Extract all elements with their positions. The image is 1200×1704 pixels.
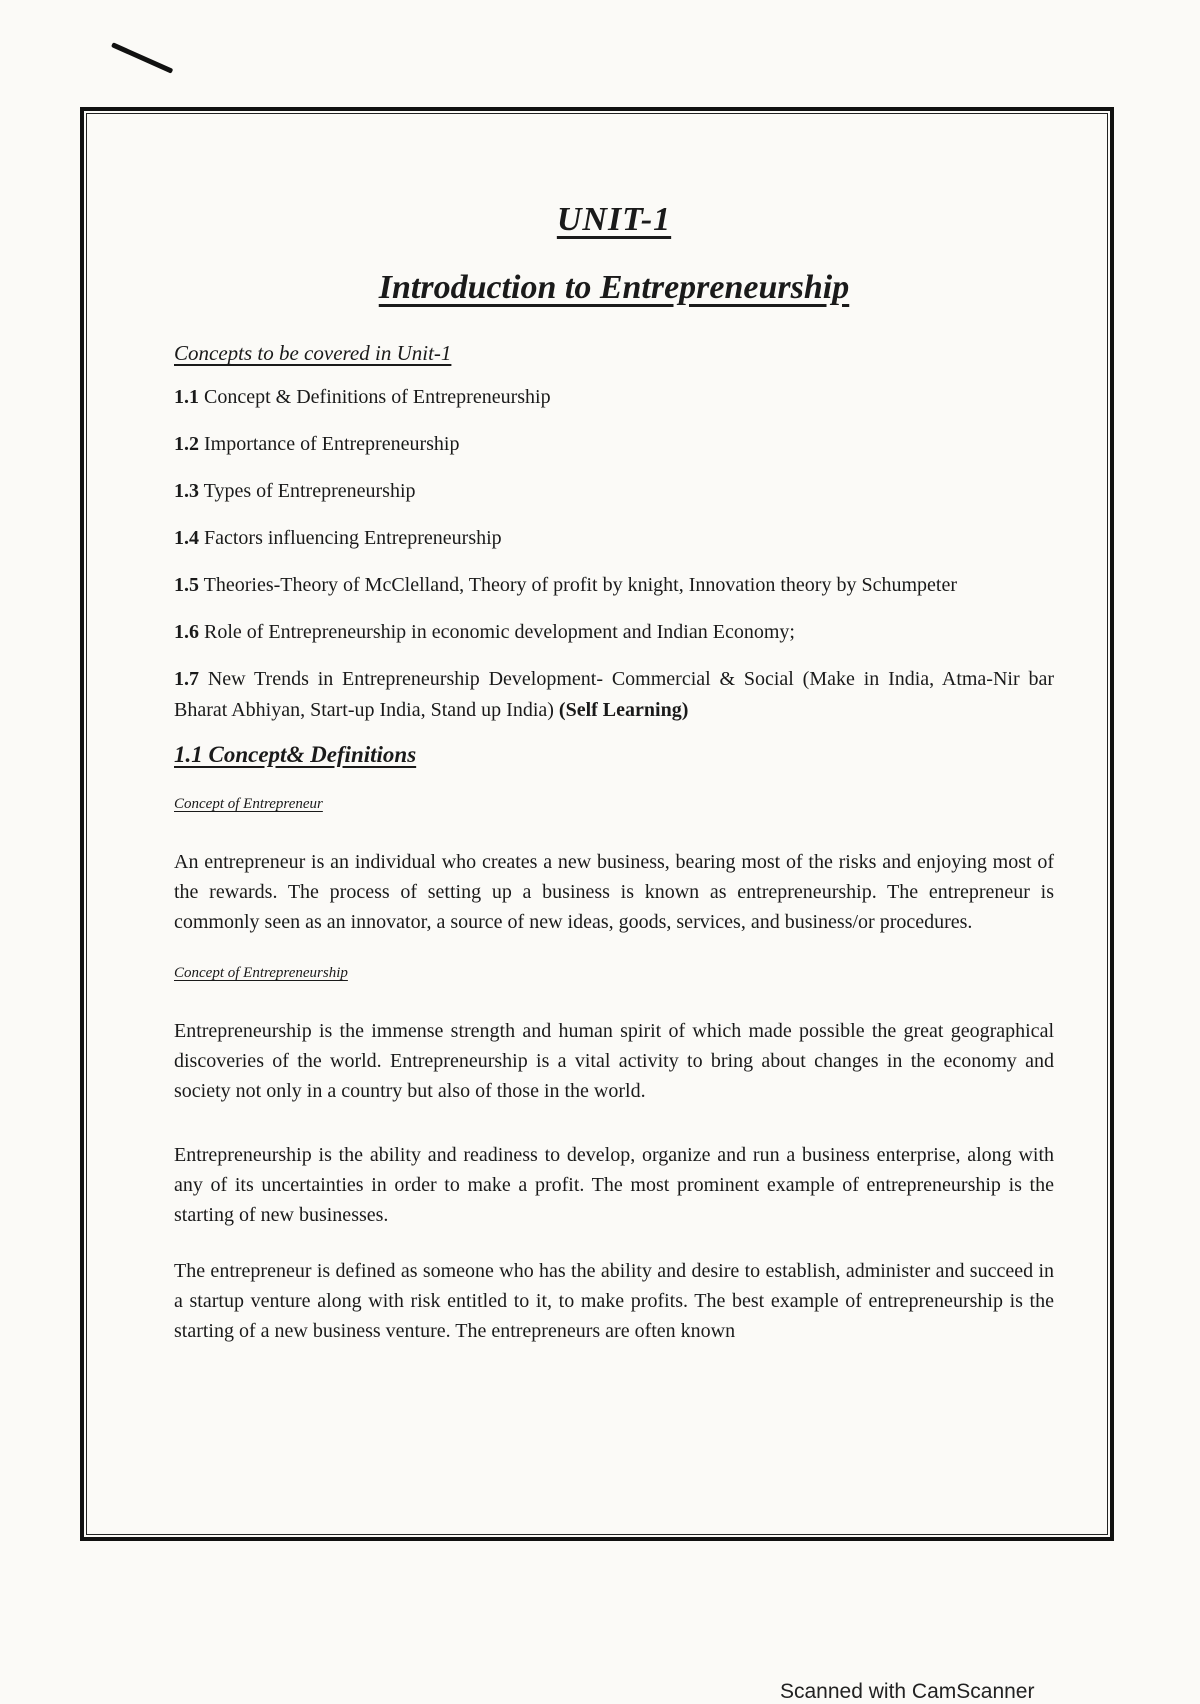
topic-item: 1.3 Types of Entrepreneurship (174, 480, 416, 502)
topic-list (174, 382, 1054, 726)
page-border-frame (80, 107, 1114, 1541)
document-content (174, 201, 1054, 1346)
topic-item: 1.4 Factors influencing Entrepreneurship (174, 527, 502, 549)
unit-title: UNIT-1 (556, 201, 672, 238)
sub-heading-entrepreneurship: Concept of Entrepreneurship (174, 965, 348, 981)
paragraph: Entrepreneurship is the immense strength and human spirit of which made possible the great geographical discoveries of the world. Entrepreneurship is a vital activity to bring about changes in the economy and society not only in a country but also of those in the world. (174, 1020, 1054, 1102)
paragraph-entrepreneur: An entrepreneur is an individual who creates a new business, bearing most of the risks and enjoying most of the rewards. The process of setting up a business is known as entrepreneurship. The entrepreneur is commonly seen as an innovator, a source of new ideas, goods, services, and business/or procedures. (174, 851, 1054, 933)
topic-item: 1.1 Concept & Definitions of Entrepreneurship (174, 386, 551, 408)
topic-item: 1.2 Importance of Entrepreneurship (174, 433, 460, 455)
scan-pen-mark (111, 42, 173, 73)
concepts-heading: Concepts to be covered in Unit-1 (174, 341, 452, 365)
scanner-watermark: Scanned with CamScanner (780, 1680, 1035, 1703)
sub-heading-entrepreneur: Concept of Entrepreneur (174, 796, 323, 812)
paragraph: The entrepreneur is defined as someone who has the ability and desire to establish, administer and succeed in a startup venture along with risk entitled to it, to make profits. The best example of entrepreneurship is the starting of a new business venture. The entrepreneurs are often known (174, 1260, 1054, 1342)
topic-item: 1.5 Theories-Theory of McClelland, Theory of profit by knight, Innovation theory by Schumpeter (174, 574, 957, 596)
main-title: Introduction to Entrepreneurship (378, 269, 850, 306)
topic-item: 1.7 New Trends in Entrepreneurship Development- Commercial & Social (Make in India, Atma-Nir bar Bharat Abhiyan, Start-up India, Stand up India) (Self Learning) (174, 668, 1054, 721)
paragraph: Entrepreneurship is the ability and readiness to develop, organize and run a business enterprise, along with any of its uncertainties in order to make a profit. The most prominent example of entrepreneurship is the starting of new businesses. (174, 1144, 1054, 1226)
section-heading: 1.1 Concept& Definitions (174, 742, 417, 767)
topic-item: 1.6 Role of Entrepreneurship in economic development and Indian Economy; (174, 621, 795, 643)
